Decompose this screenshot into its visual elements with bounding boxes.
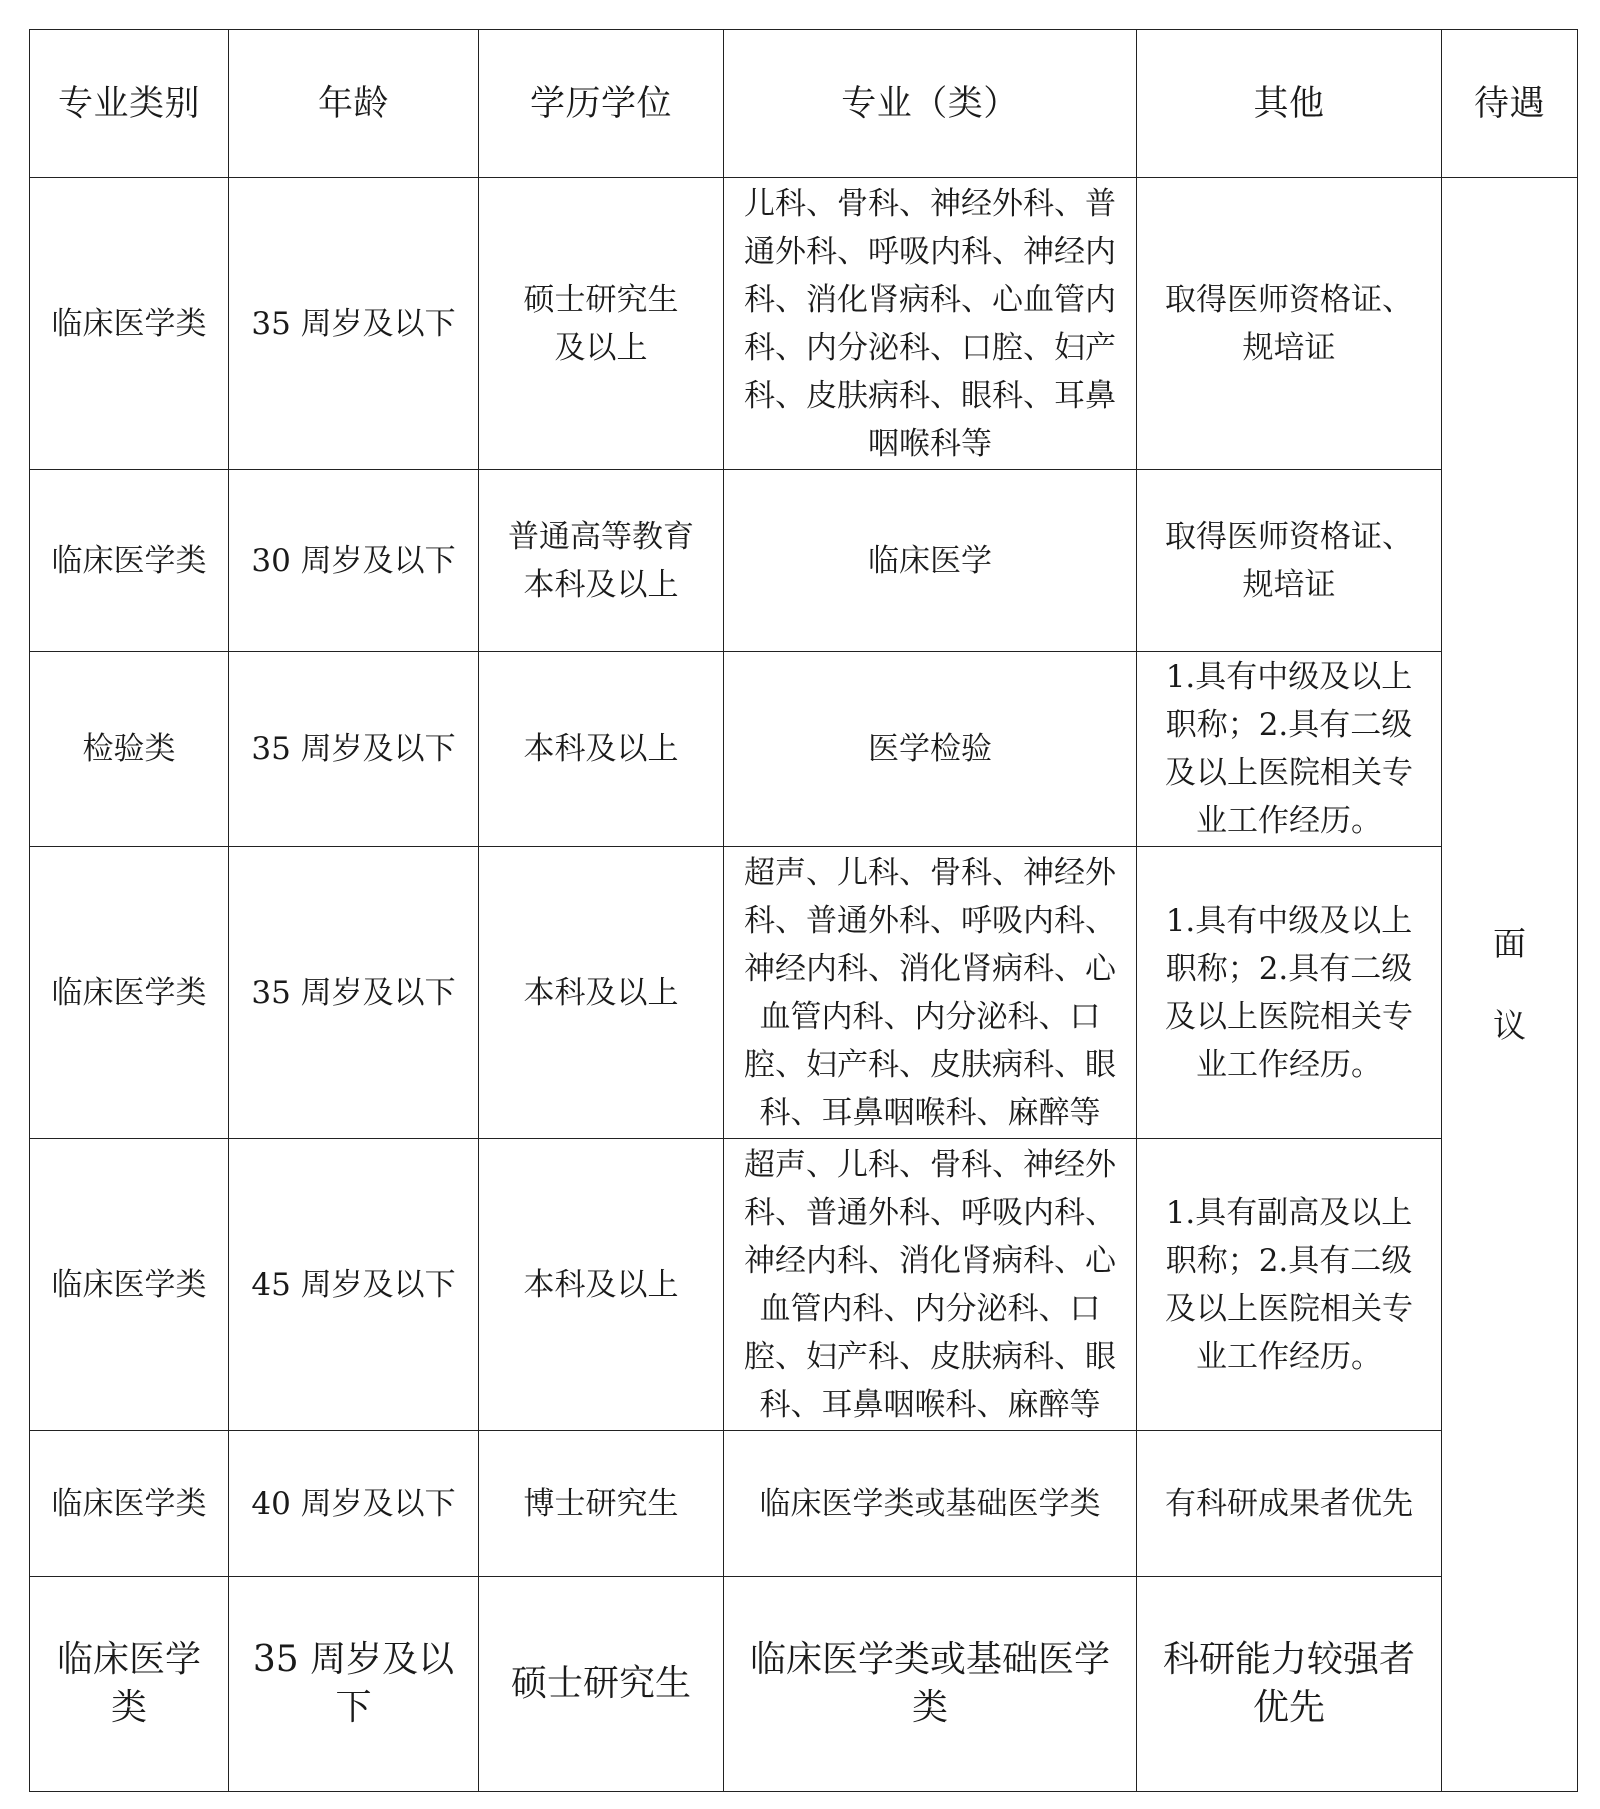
cell-category: 检验类 bbox=[30, 652, 229, 847]
table-row bbox=[30, 652, 1578, 847]
header-row bbox=[30, 30, 1578, 178]
cell-other: 科研能力较强者优先 bbox=[1137, 1577, 1442, 1792]
table-row bbox=[30, 178, 1578, 470]
recruitment-table bbox=[29, 29, 1578, 1792]
header-education: 学历学位 bbox=[479, 30, 724, 178]
cell-age: 45 周岁及以下 bbox=[229, 1139, 479, 1431]
cell-category: 临床医学类 bbox=[30, 178, 229, 470]
cell-education: 本科及以上 bbox=[479, 1139, 724, 1431]
header-major: 专业（类） bbox=[724, 30, 1137, 178]
cell-category: 临床医学类 bbox=[30, 470, 229, 652]
table-row bbox=[30, 470, 1578, 652]
header-other: 其他 bbox=[1137, 30, 1442, 178]
cell-other: 1.具有中级及以上职称；2.具有二级及以上医院相关专业工作经历。 bbox=[1137, 652, 1442, 847]
cell-age: 35 周岁及以下 bbox=[229, 847, 479, 1139]
cell-category: 临床医学类 bbox=[30, 1139, 229, 1431]
cell-major: 临床医学类或基础医学类 bbox=[724, 1431, 1137, 1577]
cell-category: 临床医学类 bbox=[30, 1431, 229, 1577]
table-row bbox=[30, 1431, 1578, 1577]
cell-education: 本科及以上 bbox=[479, 847, 724, 1139]
cell-education: 硕士研究生及以上 bbox=[479, 178, 724, 470]
cell-age: 35 周岁及以下 bbox=[229, 652, 479, 847]
cell-category: 临床医学类 bbox=[30, 1577, 229, 1792]
table-row bbox=[30, 847, 1578, 1139]
cell-category: 临床医学类 bbox=[30, 847, 229, 1139]
cell-other: 1.具有中级及以上职称；2.具有二级及以上医院相关专业工作经历。 bbox=[1137, 847, 1442, 1139]
cell-age: 30 周岁及以下 bbox=[229, 470, 479, 652]
cell-treatment bbox=[1442, 178, 1578, 1792]
cell-major: 临床医学 bbox=[724, 470, 1137, 652]
cell-other: 取得医师资格证、规培证 bbox=[1137, 178, 1442, 470]
cell-other: 有科研成果者优先 bbox=[1137, 1431, 1442, 1577]
treatment-char: 面 bbox=[1493, 923, 1526, 963]
cell-major: 超声、儿科、骨科、神经外科、普通外科、呼吸内科、神经内科、消化肾病科、心血管内科、内分泌科、口腔、妇产科、皮肤病科、眼科、耳鼻咽喉科、麻醉等 bbox=[724, 847, 1137, 1139]
cell-age: 35 周岁及以下 bbox=[229, 1577, 479, 1792]
cell-age: 35 周岁及以下 bbox=[229, 178, 479, 470]
cell-education: 普通高等教育本科及以上 bbox=[479, 470, 724, 652]
cell-other: 1.具有副高及以上职称；2.具有二级及以上医院相关专业工作经历。 bbox=[1137, 1139, 1442, 1431]
header-treatment: 待遇 bbox=[1442, 30, 1578, 178]
recruitment-table-container bbox=[29, 29, 1577, 1792]
cell-major: 儿科、骨科、神经外科、普通外科、呼吸内科、神经内科、消化肾病科、心血管内科、内分泌科、口腔、妇产科、皮肤病科、眼科、耳鼻咽喉科等 bbox=[724, 178, 1137, 470]
cell-education: 硕士研究生 bbox=[479, 1577, 724, 1792]
cell-major: 医学检验 bbox=[724, 652, 1137, 847]
cell-major: 超声、儿科、骨科、神经外科、普通外科、呼吸内科、神经内科、消化肾病科、心血管内科、内分泌科、口腔、妇产科、皮肤病科、眼科、耳鼻咽喉科、麻醉等 bbox=[724, 1139, 1137, 1431]
cell-education: 本科及以上 bbox=[479, 652, 724, 847]
header-category: 专业类别 bbox=[30, 30, 229, 178]
cell-other: 取得医师资格证、规培证 bbox=[1137, 470, 1442, 652]
treatment-char: 议 bbox=[1493, 1005, 1526, 1045]
header-age: 年龄 bbox=[229, 30, 479, 178]
table-row bbox=[30, 1577, 1578, 1792]
cell-major: 临床医学类或基础医学类 bbox=[724, 1577, 1137, 1792]
cell-age: 40 周岁及以下 bbox=[229, 1431, 479, 1577]
cell-education: 博士研究生 bbox=[479, 1431, 724, 1577]
table-row bbox=[30, 1139, 1578, 1431]
